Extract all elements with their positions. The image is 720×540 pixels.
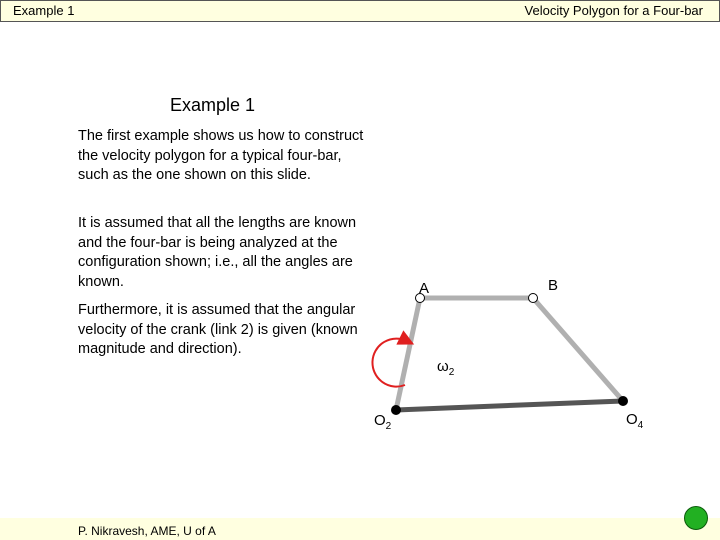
pivot-o4 xyxy=(618,396,628,406)
label-o2 xyxy=(374,412,392,432)
crank-link-2 xyxy=(396,298,420,410)
o2-letter: O xyxy=(374,412,386,429)
header-left-title: Example 1 xyxy=(13,3,75,18)
paragraph-assumptions: It is assumed that all the lengths are known and the four-bar is being analyzed at the configuration shown; i.e., all the angles are known. xyxy=(78,215,357,290)
header-right-title: Velocity Polygon for a Four-bar xyxy=(524,3,703,18)
paragraph-intro: The first example shows us how to construct the velocity polygon for a typical four-bar, such as the one shown on this slide. xyxy=(78,128,364,183)
footer-credit: P. Nikravesh, AME, U of A xyxy=(78,524,216,538)
label-a: A xyxy=(419,280,430,297)
paragraph-angular-velocity: Furthermore, it is assumed that the angular velocity of the crank (link 2) is given (known magnitude and direction). xyxy=(78,302,358,357)
pivot-o2 xyxy=(391,405,401,415)
rocker-link-4 xyxy=(533,298,623,401)
omega-subscript: 2 xyxy=(448,367,455,378)
next-slide-button[interactable] xyxy=(684,506,708,530)
o2-subscript: 2 xyxy=(385,421,392,432)
slide-title: Example 1 xyxy=(170,95,256,115)
joint-b xyxy=(529,294,538,303)
ground-link-1 xyxy=(396,401,623,410)
label-omega-2 xyxy=(437,358,455,378)
label-b: B xyxy=(548,277,559,294)
omega-symbol: ω xyxy=(437,358,449,375)
o4-subscript: 4 xyxy=(637,420,644,431)
label-o4 xyxy=(626,411,644,431)
o4-letter: O xyxy=(626,411,638,428)
